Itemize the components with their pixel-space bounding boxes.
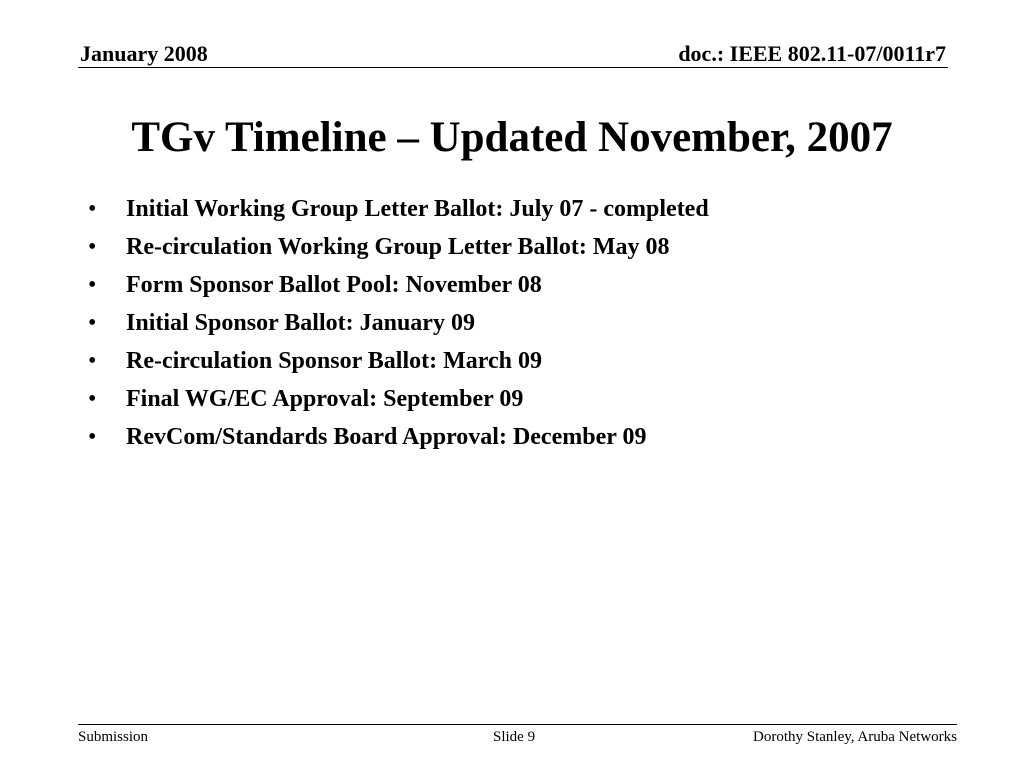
bullet-icon: • [88, 234, 97, 260]
bullet-icon: • [88, 348, 97, 374]
bullet-text: Form Sponsor Ballot Pool: November 08 [126, 272, 542, 298]
footer-divider [78, 724, 957, 725]
bullet-text: Initial Sponsor Ballot: January 09 [126, 310, 475, 336]
bullet-icon: • [88, 424, 97, 450]
bullet-icon: • [88, 310, 97, 336]
bullet-text: Initial Working Group Letter Ballot: July 07 - completed [126, 196, 709, 222]
bullet-text: Final WG/EC Approval: September 09 [126, 386, 524, 412]
bullet-text: RevCom/Standards Board Approval: December 09 [126, 424, 647, 450]
slide-title: TGv Timeline – Updated November, 2007 [131, 114, 893, 161]
bullet-icon: • [88, 386, 97, 412]
footer-author: Dorothy Stanley, Aruba Networks [753, 729, 957, 745]
bullet-text: Re-circulation Sponsor Ballot: March 09 [126, 348, 542, 374]
bullet-icon: • [88, 272, 97, 298]
header-doc-id: doc.: IEEE 802.11-07/0011r7 [678, 41, 946, 66]
footer-submission: Submission [78, 729, 149, 745]
header-date: January 2008 [80, 41, 208, 66]
header-divider [78, 67, 948, 68]
bullet-icon: • [88, 196, 97, 222]
footer-slide-number: Slide 9 [493, 729, 536, 745]
bullet-text: Re-circulation Working Group Letter Ballot: May 08 [126, 234, 670, 260]
